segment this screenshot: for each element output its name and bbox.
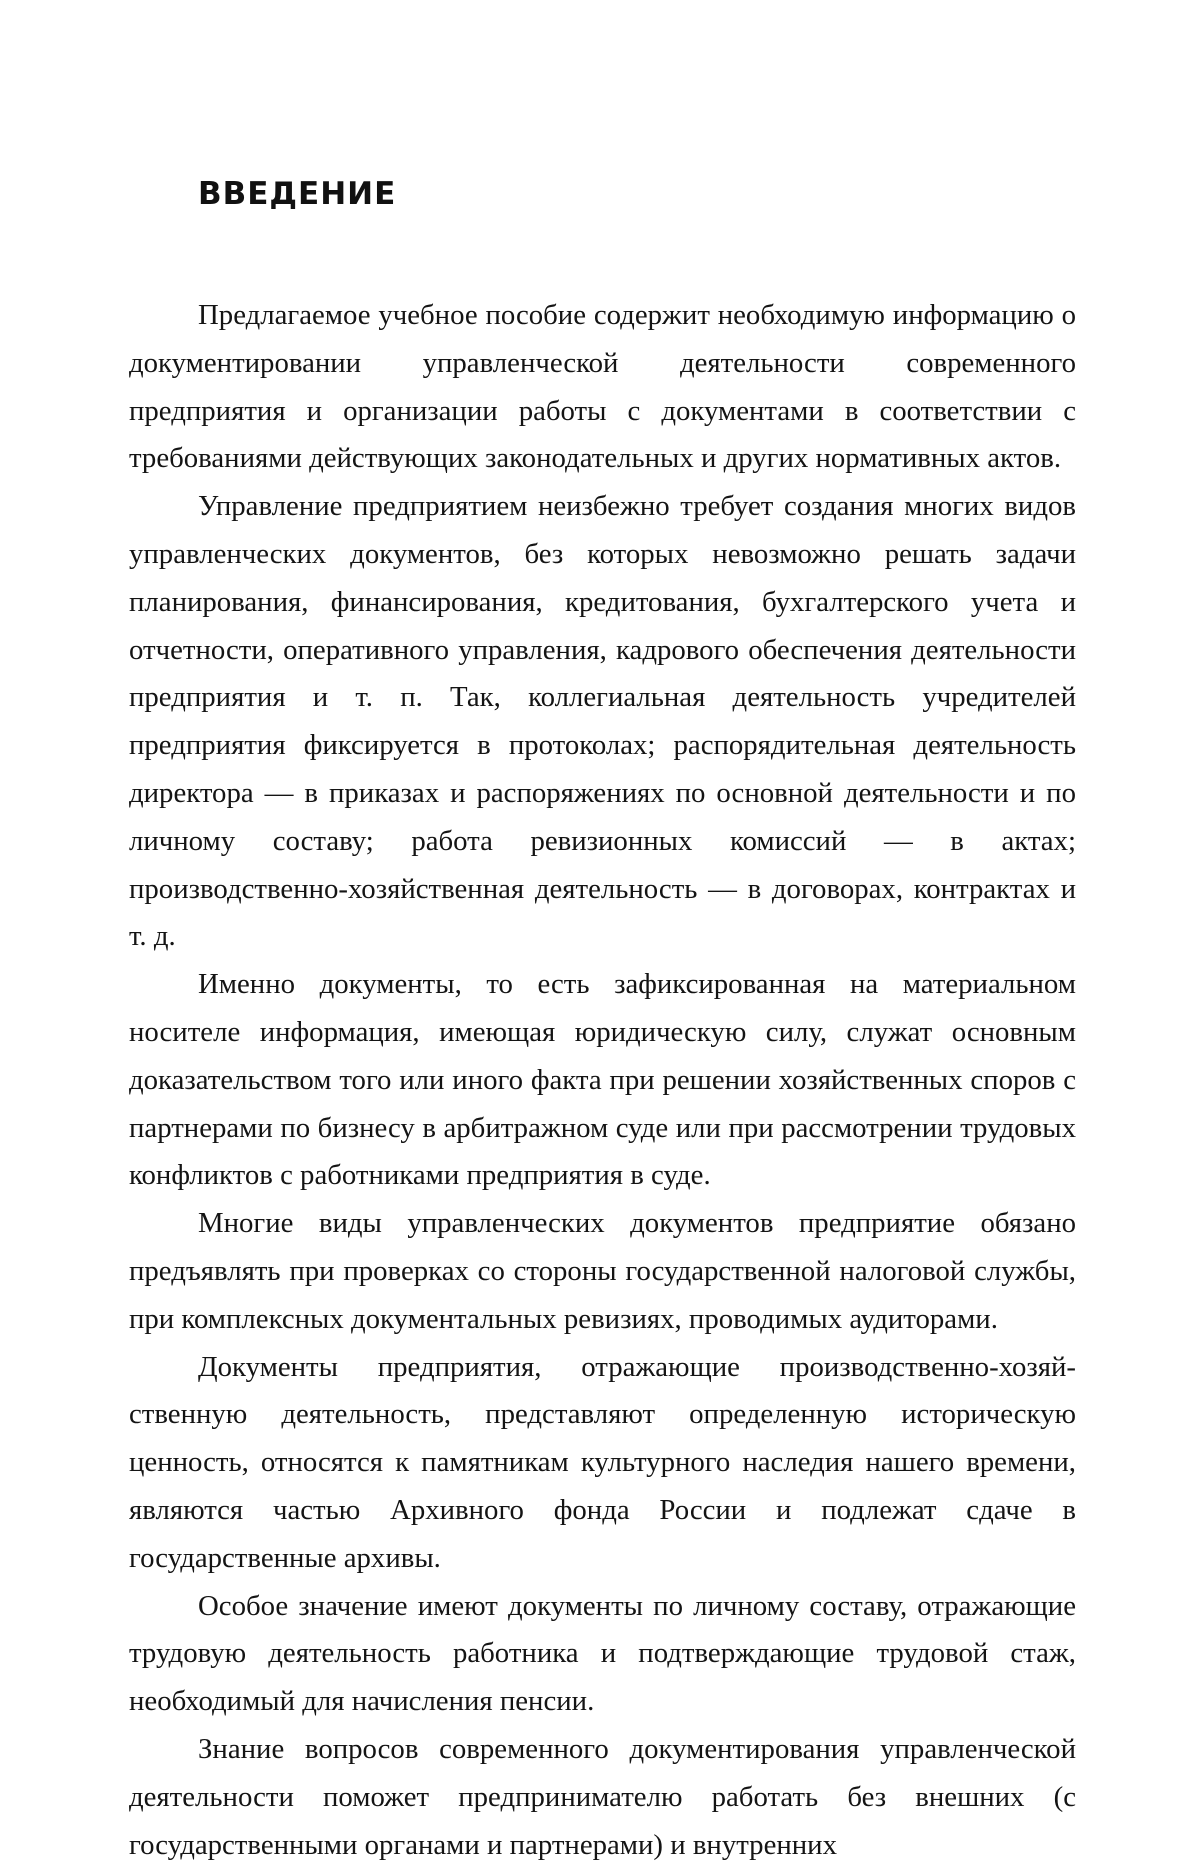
paragraph-3: Именно документы, то есть зафиксированная на материальном носителе информация, имеющая юридическую силу, служат основным доказательством того или иного факта при решении хозяйственных споров с партнерами по бизнесу в арбитражном суде или при рассмотрении трудовых конфликтов с работниками предприятия в суде. xyxy=(129,968,1076,1192)
paragraph-1: Предлагаемое учебное пособие содержит необходимую информацию о документировании управленческой деятельности современного предприятия и организации работы с документами в соответствии с требованиями действующих законодательных и других нормативных актов. xyxy=(129,299,1076,475)
paragraph-6: Особое значение имеют документы по личному составу, отражающие трудовую деятельность работника и подтверждающие трудовой стаж, необходимый для начисления пенсии. xyxy=(129,1589,1076,1718)
page-title: ВВЕДЕНИЕ xyxy=(198,176,397,212)
body-text xyxy=(129,292,1076,1869)
paragraph-2: Управление предприятием неизбежно требует создания многих видов управленческих документов, без которых невозможно решать задачи планирования, финансирования, кредитования, бухгалтерского учета и отчетности, оперативного управления, кадрового обеспечения деятельности предприятия и т. п. Так, коллегиальная деятельность учредителей предприятия фиксируется в протоколах; распорядительная деятельность директора — в приказах и распоряжениях по основной деятельности и по личному составу; работа ревизионных комиссий — в актах; производственно-хозяйственная деятельность — в договорах, контрактах и т. д. xyxy=(129,490,1076,953)
paragraph-4: Многие виды управленческих документов предприятие обязано предъявлять при проверках со стороны государственной налоговой службы, при комплексных документальных ревизиях, проводимых аудиторами. xyxy=(129,1207,1076,1335)
paragraph-7: Знание вопросов современного документирования управленческой деятельности поможет предпринимателю работать без внешних (с государственными органами и партнерами) и внутренних xyxy=(129,1732,1076,1861)
paragraph-5: Документы предприятия, отражающие производственно-хозяйственную деятельность, представляют определенную историческую ценность, относятся к памятникам культурного наследия нашего времени, являются частью Архивного фонда России и подлежат сдаче в государственные архивы. xyxy=(129,1350,1076,1574)
